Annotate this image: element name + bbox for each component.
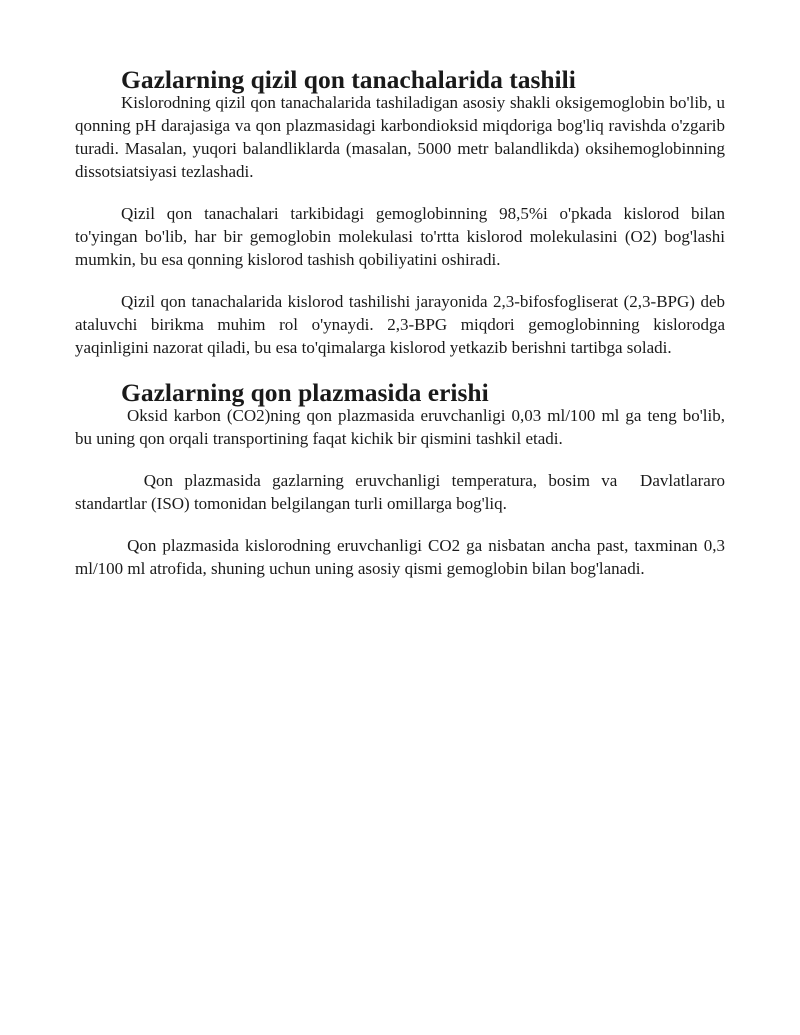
paragraph: Qon plazmasida gazlarning eruvchanligi temperatura, bosim va Davlatlararo standartlar (ISO) tomonidan belgilangan turli omillarga bog'liq. [75, 471, 730, 513]
paragraph: Qon plazmasida kislorodning eruvchanligi CO2 ga nisbatan ancha past, taxminan 0,3 ml/100 ml atrofida, shuning uchun uning asosiy qismi gemoglobin bilan bog'lanadi. [75, 536, 730, 578]
paragraph: Oksid karbon (CO2)ning qon plazmasida eruvchanligi 0,03 ml/100 ml ga teng bo'lib, bu uning qon orqali transportining faqat kichik bir qismini tashkil etadi. [75, 406, 730, 448]
document-page [75, 65, 730, 580]
section-heading-red-cells: Gazlarning qizil qon tanachalarida tashili [121, 65, 576, 94]
paragraph: Qizil qon tanachalari tarkibidagi gemoglobinning 98,5%i o'pkada kislorod bilan to'yingan bo'lib, har bir gemoglobin molekulasi to'rtta kislorod molekulasini (O2) bog'lashi mumkin, bu esa qonning kislorod tashish qobiliyatini oshiradi. [75, 204, 725, 269]
section-heading-plasma: Gazlarning qon plazmasida erishi [121, 378, 489, 407]
paragraph: Qizil qon tanachalarida kislorod tashilishi jarayonida 2,3-bifosfogliserat (2,3-BPG) deb ataluvchi birikma muhim rol o'ynaydi. 2,3-BPG miqdori gemoglobinning kislorodga yaqinligini nazorat qiladi, bu esa to'qimalarga kislorod yetkazib berishni tartibga soladi. [75, 292, 725, 357]
paragraph: Kislorodning qizil qon tanachalarida tashiladigan asosiy shakli oksigemoglobin bo'lib, u qonning pH darajasiga va qon plazmasidagi karbondioksid miqdoriga bog'liq ravishda o'zgarib turadi. Masalan, yuqori balandliklarda (masalan, 5000 metr balandlikda) oksihemoglobinning dissotsiatsiyasi tezlashadi. [75, 93, 725, 181]
